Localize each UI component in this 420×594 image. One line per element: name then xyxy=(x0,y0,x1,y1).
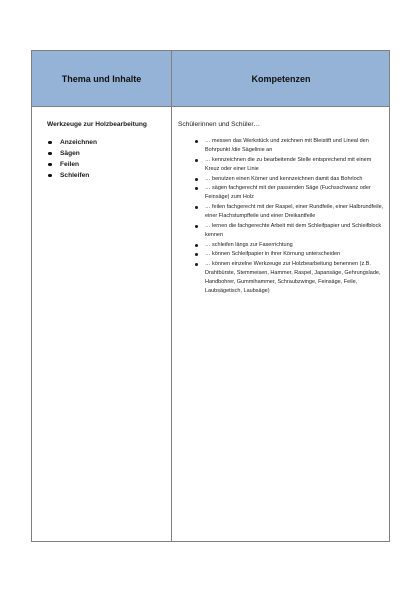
bullet-icon xyxy=(195,178,198,181)
competency-text: … messen das Werkstück und zeichnen mit Bleistift und Lineal den Bohrpunkt /die Sägelinie an xyxy=(205,138,369,154)
list-item xyxy=(47,137,165,148)
list-item xyxy=(178,137,386,155)
competency-text: … lernen die fachgerechte Arbeit mit dem Schleifpapier und Schleifblock kennen xyxy=(205,222,382,238)
list-item xyxy=(178,184,386,202)
list-item xyxy=(178,250,386,259)
topic-label: Schleifen xyxy=(60,172,90,179)
list-item xyxy=(178,260,386,297)
competency-text: … können einzelne Werkzeuge zur Holzbearbeitung benennen (z.B. Drahtbürste, Stemmeisen, Hammer, Raspel, Japansäge, Gehrungslade, Handbohrer, Gummihammer, Schraubzwinge, Feinsäge, Feile, Laubsägetisch, Laubsäge) xyxy=(205,260,381,295)
list-item xyxy=(47,170,165,181)
bullet-icon xyxy=(48,163,52,167)
competency-text: … können Schleifpapier in ihrer Körnung unterscheiden xyxy=(205,251,341,258)
topics-cell xyxy=(32,107,171,181)
list-item xyxy=(178,203,386,221)
topic-title: Werkzeuge zur Holzbearbeitung xyxy=(47,121,147,128)
competency-text: … feilen fachgerecht mit der Raspel, einer Rundfeile, einer Halbrundfeile, einer Flachstumpffeile und einer Dreikantfeile xyxy=(205,203,384,220)
bullet-icon xyxy=(48,141,52,145)
bullet-icon xyxy=(195,159,198,162)
competency-table xyxy=(31,50,390,542)
list-item xyxy=(178,175,386,184)
bullet-icon xyxy=(195,140,198,143)
bullet-icon xyxy=(48,174,52,178)
competency-list xyxy=(178,137,386,297)
header-topics: Thema und Inhalte xyxy=(61,74,142,84)
bullet-icon xyxy=(195,225,198,228)
bullet-icon xyxy=(48,152,52,156)
competency-text: … sägen fachgerecht mit der passenden Säge (Fuchsschwanz oder Feinsäge) zum Holz xyxy=(205,185,371,201)
competencies-intro: Schülerinnen und Schüler… xyxy=(178,121,261,128)
bullet-icon xyxy=(195,187,198,190)
topic-label: Sägen xyxy=(60,150,80,157)
header-competencies: Kompetenzen xyxy=(251,74,311,84)
list-item xyxy=(47,159,165,170)
bullet-icon xyxy=(195,244,198,247)
list-item xyxy=(47,148,165,159)
topic-label: Anzeichnen xyxy=(60,139,98,146)
competency-text: … kennzeichnen die zu bearbeitende Stelle entsprechend mit einem Kreuz oder einer Linie xyxy=(205,156,372,172)
competencies-cell xyxy=(172,107,390,297)
list-item xyxy=(178,241,386,250)
list-item xyxy=(178,156,386,174)
list-item xyxy=(178,222,386,240)
topic-label: Feilen xyxy=(60,161,80,168)
bullet-icon xyxy=(195,253,198,256)
topic-list xyxy=(47,137,165,181)
bullet-icon xyxy=(195,206,198,209)
competency-text: … schleifen längs zur Faserrichtung xyxy=(205,241,293,248)
bullet-icon xyxy=(195,263,198,266)
competency-text: … benutzen einen Körner und kennzeichnen damit das Bohrloch xyxy=(205,175,363,182)
